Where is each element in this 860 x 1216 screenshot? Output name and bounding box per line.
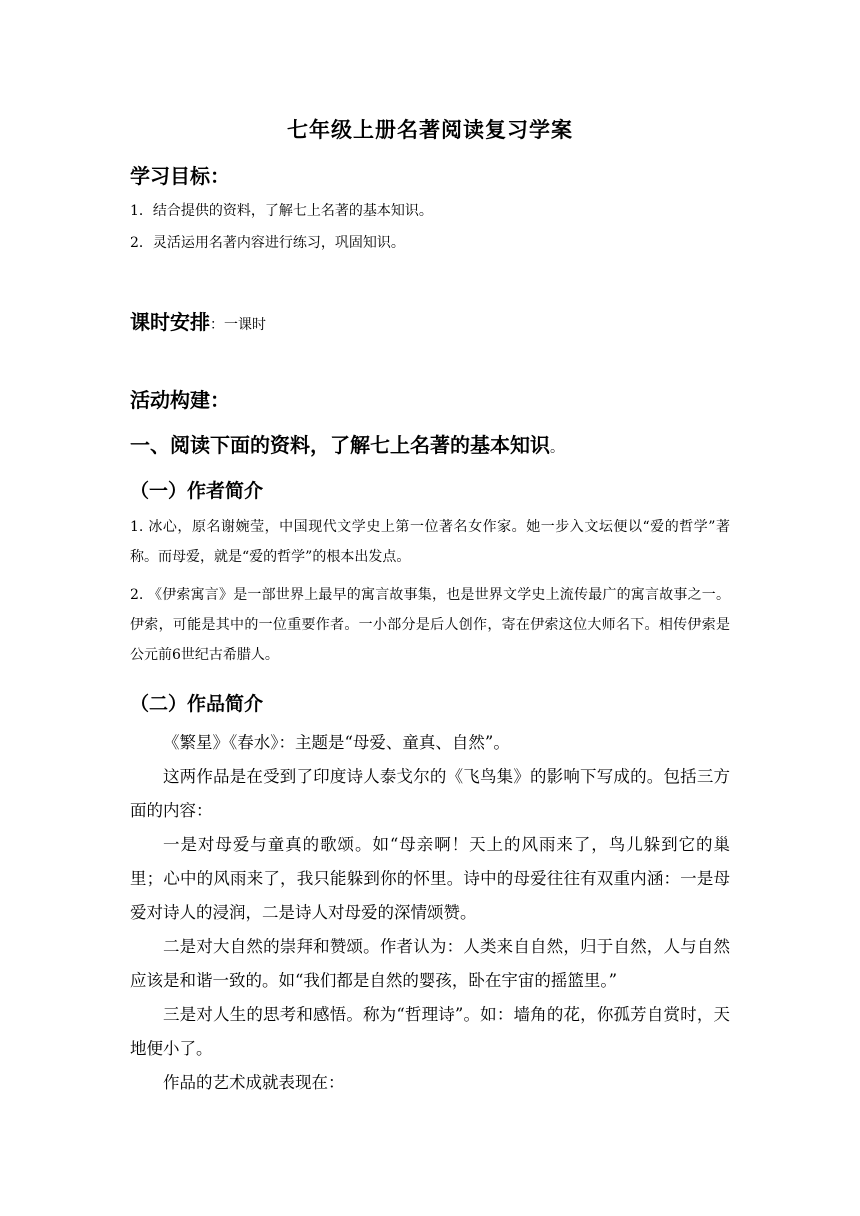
work-paragraph-2: 这两作品是在受到了印度诗人泰戈尔的《飞鸟集》的影响下写成的。包括三方面的内容：	[130, 767, 730, 820]
author-item-2: 2. 《伊索寓言》是一部世界上最早的寓言故事集，也是世界文学史上流传最广的寓言故事之一。伊索，可能是其中的一位重要作者。一小部分是后人创作，寄在伊索这位大师名下。相传伊索是公元前6世纪古希腊人。	[130, 587, 730, 663]
work-paragraph-5: 三是对人生的思考和感悟。称为“哲理诗”。如：墙角的花，你孤芳自赏时，天地便小了。	[130, 1005, 730, 1058]
activity-heading: 活动构建：	[130, 388, 230, 412]
work-paragraph-4: 二是对大自然的崇拜和赞颂。作者认为：人类来自自然，归于自然，人与自然应该是和谐一致的。如“我们都是自然的婴孩，卧在宇宙的摇篮里。”	[130, 937, 730, 990]
document-title: 七年级上册名著阅读复习学案	[287, 117, 573, 142]
objective-item-2: 2．灵活运用名著内容进行练习，巩固知识。	[130, 235, 405, 251]
author-item-1: 1. 冰心，原名谢婉莹，中国现代文学史上第一位著名女作家。她一步入文坛便以“爱的哲学”著称。而母爱，就是“爱的哲学”的根本出发点。	[130, 519, 730, 565]
part1-heading-tail: 。	[550, 440, 564, 456]
part1-heading: 一、阅读下面的资料，了解七上名著的基本知识	[130, 433, 550, 457]
schedule-heading: 课时安排	[130, 310, 210, 334]
work-paragraph-1: 《繁星》《春水》：主题是“母爱、童真、自然”。	[163, 733, 510, 752]
work-paragraph-3: 一是对母爱与童真的歌颂。如“母亲啊！天上的风雨来了，鸟儿躲到它的巢里；心中的风雨来了，我只能躲到你的怀里。诗中的母爱往往有双重内涵：一是母爱对诗人的浸润，二是诗人对母爱的深情颂赞。	[130, 835, 730, 922]
work-paragraph-6: 作品的艺术成就表现在：	[163, 1073, 345, 1092]
schedule-line	[130, 306, 266, 335]
objective-item-1: 1．结合提供的资料，了解七上名著的基本知识。	[130, 203, 433, 219]
schedule-value: ：一课时	[210, 317, 266, 333]
section2-heading: （二）作品简介	[130, 693, 264, 715]
part1-heading-line	[130, 429, 564, 458]
objectives-heading: 学习目标：	[130, 164, 230, 188]
section1-heading: （一）作者简介	[130, 480, 264, 502]
